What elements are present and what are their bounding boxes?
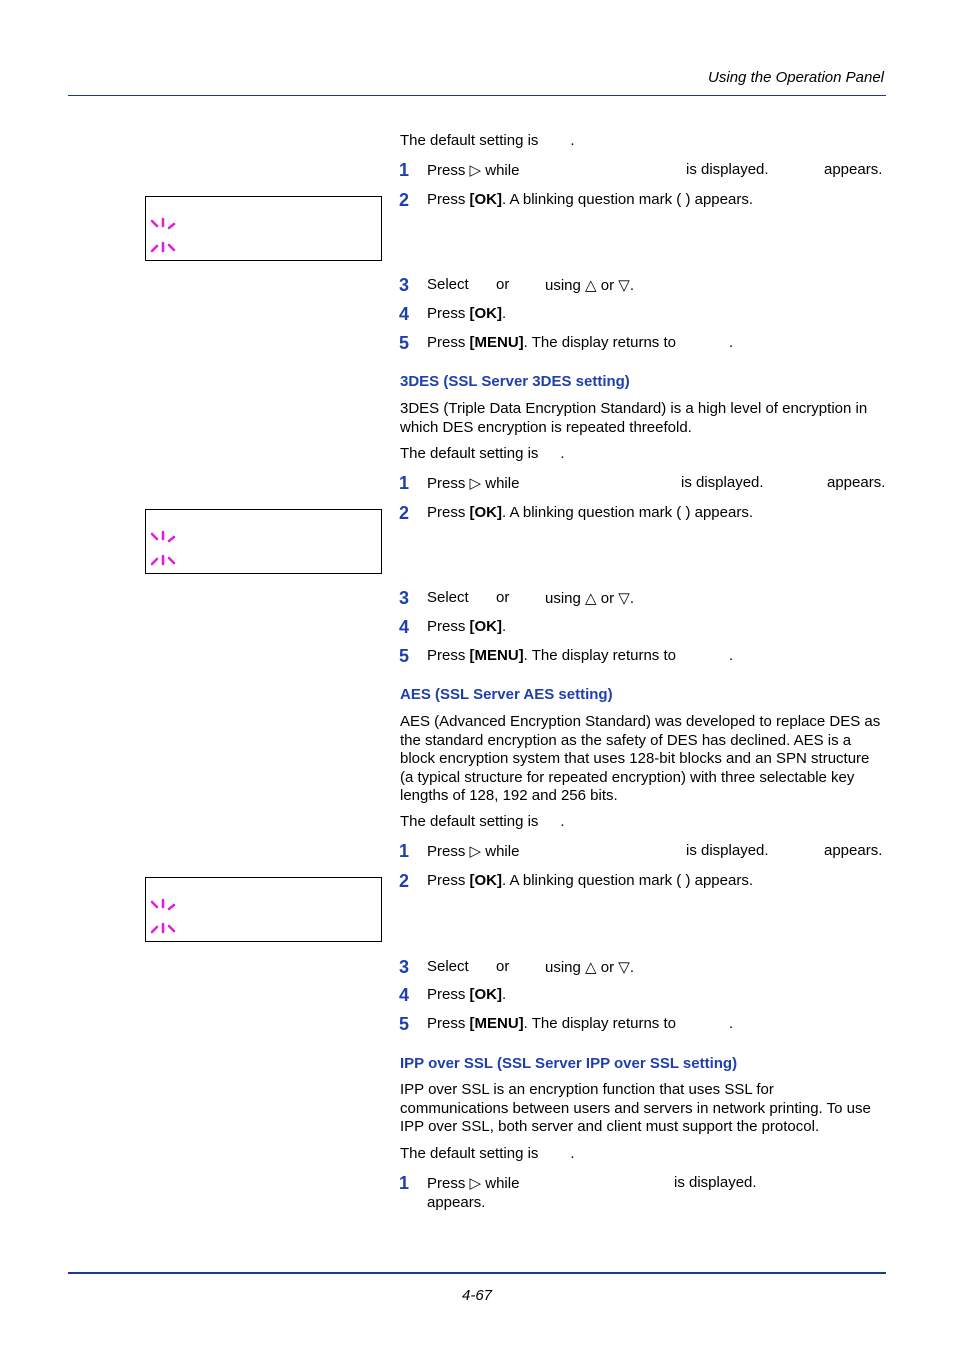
step-text: using △ or ▽. — [545, 590, 634, 607]
footer-rule — [68, 1272, 886, 1274]
step-text: or — [496, 589, 510, 606]
step-text: is displayed. — [686, 161, 769, 178]
step-number: 4 — [399, 617, 410, 637]
step-number: 4 — [399, 304, 410, 324]
step-text: is displayed. — [686, 842, 769, 859]
default-setting-line: The default setting is . — [400, 1145, 575, 1162]
step-number: 3 — [399, 275, 410, 295]
step-text: Press [OK]. — [427, 305, 507, 322]
step-number: 5 — [399, 1014, 410, 1034]
section-body-3des: 3DES (Triple Data Encryption Standard) is a high level of encryption in which DES encryption is repeated threefold. — [400, 400, 868, 436]
blinking-cursor-icon — [148, 894, 178, 940]
step-text: is displayed. — [674, 1174, 757, 1191]
step-text: Press [MENU]. The display returns to — [427, 334, 676, 351]
step-text: using △ or ▽. — [545, 277, 634, 294]
default-setting-line: The default setting is . — [400, 813, 565, 830]
step-text: Press ▷ while — [427, 1175, 520, 1192]
section-heading-aes: AES (SSL Server AES setting) — [400, 686, 613, 703]
step-text: appears. — [827, 474, 886, 491]
step-text: Press [OK]. A blinking question mark ( ) appears. — [427, 872, 753, 889]
lcd-display — [145, 877, 382, 942]
step-text: Press [OK]. — [427, 618, 507, 635]
lcd-display — [145, 509, 382, 574]
step-text: Press ▷ while — [427, 843, 520, 860]
header-rule — [68, 95, 886, 96]
step-number: 3 — [399, 957, 410, 977]
running-header: Using the Operation Panel — [708, 69, 884, 86]
step-number: 1 — [399, 1173, 410, 1193]
step-number: 1 — [399, 473, 410, 493]
blinking-cursor-icon — [148, 213, 178, 259]
step-text: Press [OK]. A blinking question mark ( ) appears. — [427, 191, 753, 208]
step-number: 5 — [399, 646, 410, 666]
step-text: Press [OK]. A blinking question mark ( ) appears. — [427, 504, 753, 521]
default-setting-line: The default setting is . — [400, 445, 565, 462]
blinking-cursor-icon — [148, 526, 178, 572]
step-text: Select — [427, 276, 469, 293]
step-number: 2 — [399, 503, 410, 523]
step-text: using △ or ▽. — [545, 959, 634, 976]
step-text: Select — [427, 589, 469, 606]
step-text: Press ▷ while — [427, 162, 520, 179]
step-text: appears. — [427, 1194, 486, 1211]
step-number: 1 — [399, 841, 410, 861]
default-setting-line: The default setting is . — [400, 132, 575, 149]
step-number: 3 — [399, 588, 410, 608]
step-number: 4 — [399, 985, 410, 1005]
step-text: Press [MENU]. The display returns to — [427, 647, 676, 664]
section-heading-3des: 3DES (SSL Server 3DES setting) — [400, 373, 630, 390]
step-text: or — [496, 958, 510, 975]
step-text: or — [496, 276, 510, 293]
section-heading-ipp: IPP over SSL (SSL Server IPP over SSL setting) — [400, 1055, 738, 1072]
step-text: . — [729, 647, 734, 664]
page-number: 4-67 — [461, 1287, 493, 1304]
step-number: 2 — [399, 871, 410, 891]
step-number: 5 — [399, 333, 410, 353]
section-body-ipp: IPP over SSL is an encryption function that uses SSL for communications between users and servers in network printing. To use IPP over SSL, both server and client must support the protocol. — [400, 1081, 871, 1135]
step-text: Press [OK]. — [427, 986, 507, 1003]
step-text: . — [729, 1015, 734, 1032]
lcd-display — [145, 196, 382, 261]
step-text: . — [729, 334, 734, 351]
step-text: Select — [427, 958, 469, 975]
step-text: appears. — [824, 842, 883, 859]
section-body-aes: AES (Advanced Encryption Standard) was developed to replace DES as the standard encryption as the safety of DES has declined. AES is a block encryption system that uses 128-bit blocks and an SPN structure (a typical structure for repeated encryption) with three selectable key lengths of 128, 192 and 256 bits. — [400, 713, 881, 804]
step-number: 2 — [399, 190, 410, 210]
step-text: is displayed. — [681, 474, 764, 491]
step-text: Press [MENU]. The display returns to — [427, 1015, 676, 1032]
step-text: appears. — [824, 161, 883, 178]
step-number: 1 — [399, 160, 410, 180]
step-text: Press ▷ while — [427, 475, 520, 492]
